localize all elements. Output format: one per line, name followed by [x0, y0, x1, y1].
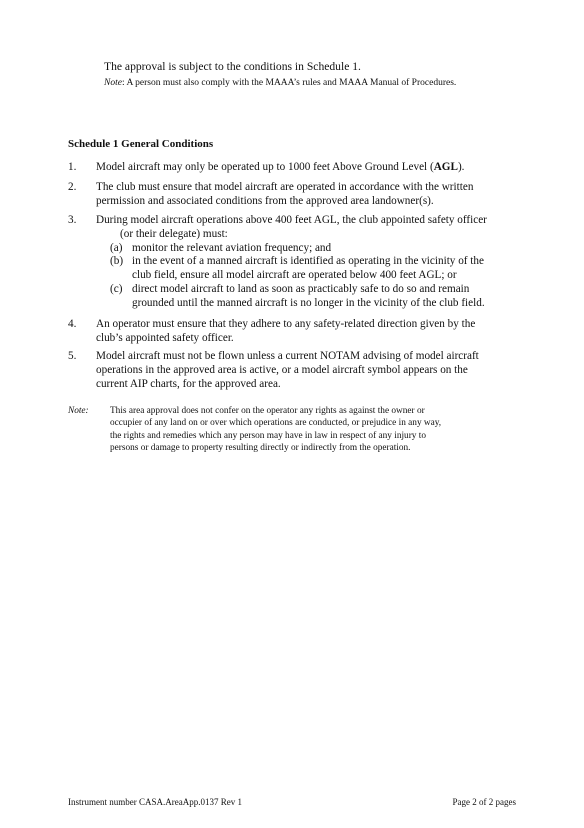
condition-line: operations in the approved area is active, or a model aircraft symbol appears on the — [96, 363, 468, 376]
condition-line: club’s appointed safety officer. — [96, 331, 234, 344]
agl-abbrev: AGL — [433, 161, 458, 173]
liability-note — [68, 405, 518, 455]
closing-note-line: This area approval does not confer on the operator any rights as against the owner or — [110, 406, 425, 416]
sub-line: in the event of a manned aircraft is identified as operating in the vicinity of the — [132, 255, 484, 268]
instrument-number: Instrument number CASA.AreaApp.0137 Rev 1 — [68, 797, 242, 807]
sub-label: (b) — [110, 255, 124, 268]
condition-line: During model aircraft operations above 400 feet AGL, the club appointed safety officer — [96, 214, 487, 226]
condition-line: current AIP charts, for the approved area. — [96, 377, 281, 390]
condition-text-end: ). — [457, 161, 465, 173]
condition-3 — [68, 214, 520, 311]
closing-note-line: the rights and remedies which any person may have in law in respect of any injury to — [110, 430, 427, 441]
condition-number: 3. — [68, 214, 77, 226]
condition-line: (or their delegate) must: — [120, 227, 228, 240]
condition-line: The club must ensure that model aircraft are operated in accordance with the written — [96, 181, 474, 193]
sub-condition-a — [110, 242, 520, 256]
condition-line: An operator must ensure that they adhere to any safety-related direction given by the — [96, 318, 476, 330]
sub-line: direct model aircraft to land as soon as practicably safe to do so and remain — [132, 282, 470, 295]
condition-text: Model aircraft may only be operated up to 1000 feet Above Ground Level ( — [96, 161, 434, 173]
closing-note-line: occupier of any land on or over which operations are conducted, or prejudice in any way, — [110, 418, 442, 429]
maaa-note — [104, 78, 456, 88]
condition-4 — [68, 318, 520, 346]
condition-line: Model aircraft must not be flown unless a current NOTAM advising of model aircraft — [96, 350, 479, 362]
page-number: Page 2 of 2 pages — [452, 797, 516, 807]
condition-number: 2. — [68, 181, 77, 193]
sub-line: club field, ensure all model aircraft are operated below 400 feet AGL; or — [132, 269, 457, 282]
sub-label: (a) — [110, 241, 123, 254]
condition-line: permission and associated conditions from the approved area landowner(s). — [96, 194, 434, 207]
sub-label: (c) — [110, 282, 123, 295]
condition-1 — [68, 161, 520, 175]
sub-condition-b — [110, 255, 520, 283]
condition-2 — [68, 181, 520, 209]
note-text: : A person must also comply with the MAAA’s rules and MAAA Manual of Procedures. — [121, 78, 457, 88]
condition-5 — [68, 350, 520, 391]
sub-line: grounded until the manned aircraft is no longer in the vicinity of the club field. — [132, 296, 485, 309]
schedule-heading: Schedule 1 General Conditions — [68, 138, 214, 150]
condition-number: 1. — [68, 161, 77, 173]
approval-statement: The approval is subject to the conditions in Schedule 1. — [104, 60, 361, 73]
closing-note-line: persons or damage to property resulting directly or indirectly from the operation. — [110, 443, 411, 454]
note-label: Note — [104, 78, 122, 88]
condition-number: 5. — [68, 350, 77, 362]
condition-number: 4. — [68, 318, 77, 330]
sub-line: monitor the relevant aviation frequency; and — [132, 241, 332, 254]
sub-condition-c — [110, 283, 520, 311]
closing-note-label: Note: — [68, 406, 89, 416]
